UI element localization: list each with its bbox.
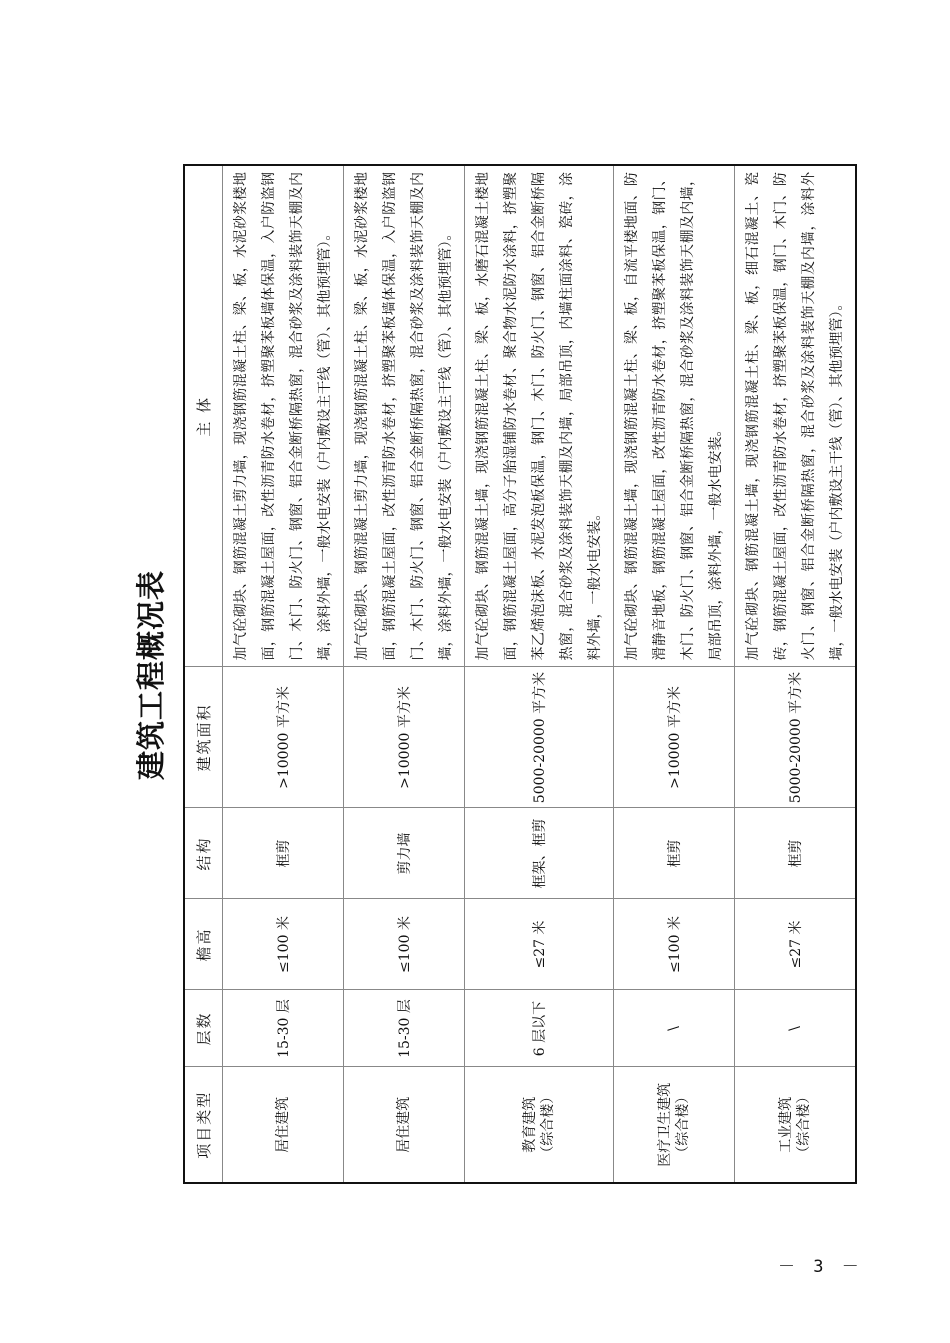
cell-structure: 框剪: [735, 808, 857, 899]
cell-structure: 框剪: [614, 808, 735, 899]
cell-area: >10000 平方米: [223, 667, 344, 808]
type-sub-label: （综合楼）: [675, 1089, 691, 1160]
cell-eave-height: ≤100 米: [614, 899, 735, 990]
page-number: － 3 －: [778, 1257, 863, 1277]
type-label: 教育建筑: [522, 1096, 538, 1153]
type-sub-label: （综合楼）: [796, 1089, 812, 1160]
cell-floors: \: [735, 990, 857, 1067]
header-structure: 结构: [184, 808, 223, 899]
type-label: 工业建筑: [778, 1096, 794, 1153]
cell-area: >10000 平方米: [614, 667, 735, 808]
project-overview-table: [183, 164, 857, 1184]
header-eave-height: 檐高: [184, 899, 223, 990]
cell-eave-height: ≤100 米: [344, 899, 465, 990]
page-title-wrap: [127, 560, 175, 790]
cell-floors: 6 层以下: [465, 990, 614, 1067]
table-holder: [183, 166, 845, 1184]
table-row: [614, 165, 735, 1183]
cell-eave-height: ≤27 米: [465, 899, 614, 990]
cell-main: 加气砼砌块、钢筋混凝土剪力墙，现浇钢筋混凝土柱、梁、板，水泥砂浆楼地面，钢筋混凝土屋面，改性沥青防水卷材，挤塑聚苯板墙体保温，入户防盗钢门、木门、防火门、钢窗、铝合金断桥隔热窗，混合砂浆及涂料装饰天棚及内墙，涂料外墙，一般水电安装（户内敷设主干线（管）、其他预埋管）。: [344, 165, 465, 667]
cell-area: >10000 平方米: [344, 667, 465, 808]
cell-eave-height: ≤27 米: [735, 899, 857, 990]
cell-eave-height: ≤100 米: [223, 899, 344, 990]
header-floors: 层数: [184, 990, 223, 1067]
cell-main: 加气砼砌块、钢筋混凝土墙，现浇钢筋混凝土柱、梁、板，自流平楼地面、防滑静音地板，钢筋混凝土屋面，改性沥青防水卷材，挤塑聚苯板保温，钢门、木门、防火门、钢窗、铝合金断桥隔热窗，混合砂浆及涂料装饰天棚及内墙，局部吊顶，涂料外墙，一般水电安装。: [614, 165, 735, 667]
cell-structure: 框剪: [223, 808, 344, 899]
cell-structure: 剪力墙: [344, 808, 465, 899]
type-sub-label: （综合楼）: [540, 1089, 556, 1160]
cell-type: [223, 1067, 344, 1183]
header-area: 建筑面积: [184, 667, 223, 808]
cell-type: [465, 1067, 614, 1183]
cell-main: 加气砼砌块、钢筋混凝土墙，现浇钢筋混凝土柱、梁、板，细石混凝土、瓷砖，钢筋混凝土屋面，改性沥青防水卷材，挤塑聚苯板保温，钢门、木门、防火门、钢窗、铝合金断桥隔热窗，混合砂浆及涂料装饰天棚及内墙，涂料外墙，一般水电安装（户内敷设主干线（管）、其他预埋管）。: [735, 165, 857, 667]
cell-floors: 15-30 层: [223, 990, 344, 1067]
table-header-row: [184, 165, 223, 1183]
table-row: [223, 165, 344, 1183]
cell-main: 加气砼砌块、钢筋混凝土剪力墙，现浇钢筋混凝土柱、梁、板，水泥砂浆楼地面，钢筋混凝土屋面，改性沥青防水卷材，挤塑聚苯板墙体保温，入户防盗钢门、木门、防火门、钢窗、铝合金断桥隔热窗，混合砂浆及涂料装饰天棚及内墙，涂料外墙，一般水电安装（户内敷设主干线（管）、其他预埋管）。: [223, 165, 344, 667]
table-row: [465, 165, 614, 1183]
cell-main: 加气砼砌块、钢筋混凝土墙，现浇钢筋混凝土柱、梁、板，水磨石混凝土楼地面，钢筋混凝土屋面，高分子胎湿铺防水卷材、聚合物水泥防水涂料，挤塑聚苯乙烯泡沫板、水泥发泡板保温，钢门、木门、防火门、钢窗、铝合金断桥隔热窗，混合砂浆及涂料装饰天棚及内墙，局部吊顶，内墙柱面涂料、瓷砖，涂料外墙，一般水电安装。: [465, 165, 614, 667]
page-title: 建筑工程概况表: [134, 570, 168, 781]
cell-type: [735, 1067, 857, 1183]
header-type: 项目类型: [184, 1067, 223, 1183]
type-label: 医疗卫生建筑: [657, 1082, 673, 1167]
cell-type: [614, 1067, 735, 1183]
header-main: 主 体: [184, 165, 223, 667]
table-row: [735, 165, 857, 1183]
cell-type: [344, 1067, 465, 1183]
table-row: [344, 165, 465, 1183]
cell-area: 5000-20000 平方米: [465, 667, 614, 808]
cell-structure: 框架、框剪: [465, 808, 614, 899]
cell-floors: \: [614, 990, 735, 1067]
cell-floors: 15-30 层: [344, 990, 465, 1067]
type-label: 居住建筑: [275, 1096, 291, 1153]
type-label: 居住建筑: [396, 1096, 412, 1153]
cell-area: 5000-20000 平方米: [735, 667, 857, 808]
